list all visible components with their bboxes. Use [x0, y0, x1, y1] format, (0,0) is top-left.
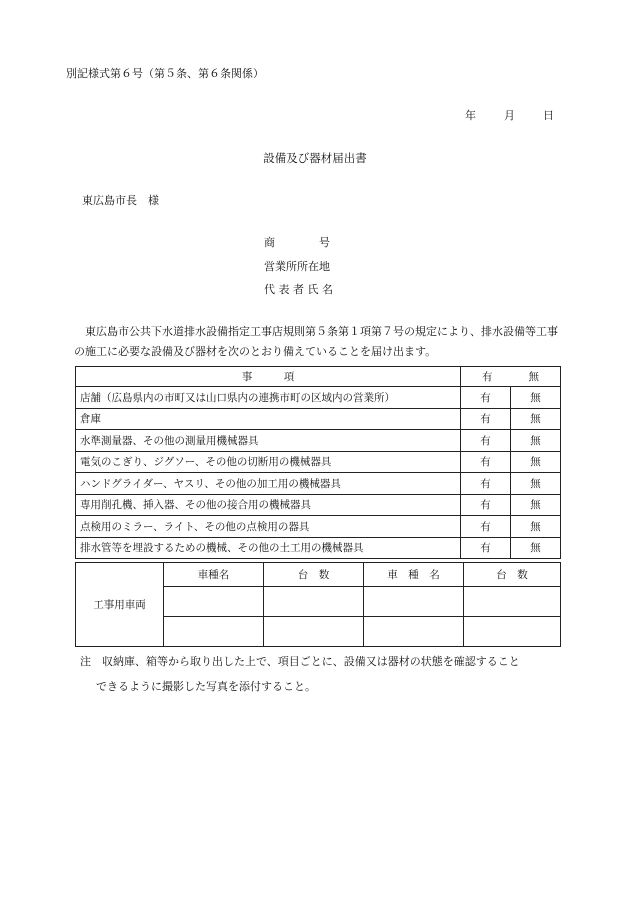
- vehicle-table: [75, 562, 561, 647]
- row-yes[interactable]: 有: [461, 408, 511, 430]
- equipment-table: [75, 366, 561, 559]
- row-yes[interactable]: 有: [461, 516, 511, 538]
- header-no: 無: [528, 371, 539, 383]
- row-item: 点検用のミラー、ライト、その他の点検用の器具: [76, 516, 461, 538]
- row-no[interactable]: 無: [511, 473, 561, 495]
- date-month: 月: [504, 109, 515, 122]
- equipment-table-header: [76, 367, 561, 387]
- addressee: 東広島市長 様: [82, 194, 159, 207]
- vehicle-type-input[interactable]: [164, 617, 264, 647]
- row-yes[interactable]: 有: [461, 451, 511, 473]
- row-no[interactable]: 無: [511, 516, 561, 538]
- vehicle-table-header: [76, 563, 561, 587]
- vehicle-type-input[interactable]: [364, 587, 464, 617]
- row-item: 電気のこぎり、ジグソー、その他の切断用の機械器具: [76, 451, 461, 473]
- body-paragraph: 東広島市公共下水道排水設備指定工事店規則第５条第１項第７号の規定により、排水設備等工事の施工に必要な設備及び器材を次のとおり備えていることを届け出ます。: [74, 325, 558, 358]
- date-line: [465, 109, 554, 123]
- date-day: 日: [543, 109, 554, 122]
- table-row: [76, 430, 561, 452]
- table-row: [76, 408, 561, 430]
- row-item: ハンドグライダー、ヤスリ、その他の加工用の機械器具: [76, 473, 461, 495]
- vehicle-count-input[interactable]: [464, 617, 561, 647]
- vehicle-count-input[interactable]: [464, 587, 561, 617]
- row-no[interactable]: 無: [511, 537, 561, 559]
- vehicle-count-input[interactable]: [264, 587, 364, 617]
- header-yes: 有: [482, 371, 493, 383]
- sender-representative-label: 代 表 者 氏 名: [264, 283, 333, 296]
- date-year: 年: [465, 109, 476, 122]
- vehicle-type-input[interactable]: [164, 587, 264, 617]
- document-title: 設備及び器材届出書: [263, 151, 367, 165]
- table-row: [76, 473, 561, 495]
- table-row: [76, 451, 561, 473]
- row-yes[interactable]: 有: [461, 494, 511, 516]
- vehicle-count-header-1: 台 数: [264, 563, 364, 587]
- vehicle-label: 工事用車両: [76, 563, 164, 647]
- row-no[interactable]: 無: [511, 494, 561, 516]
- table-row: [76, 387, 561, 409]
- sender-office-address-label: 営業所所在地: [264, 260, 330, 273]
- note-line-1: 注 収納庫、箱等から取り出した上で、項目ごとに、設備又は器材の状態を確認すること: [80, 655, 520, 668]
- table-row: [76, 494, 561, 516]
- table-row: [76, 537, 561, 559]
- header-item: 事 項: [76, 367, 461, 387]
- note-line-2: できるように撮影した写真を添付すること。: [96, 680, 316, 693]
- row-no[interactable]: 無: [511, 387, 561, 409]
- table-row: [76, 516, 561, 538]
- vehicle-count-header-2: 台 数: [464, 563, 561, 587]
- row-item: 水準測量器、その他の測量用機械器具: [76, 430, 461, 452]
- row-yes[interactable]: 有: [461, 430, 511, 452]
- vehicle-count-input[interactable]: [264, 617, 364, 647]
- row-item: 倉庫: [76, 408, 461, 430]
- row-item: 排水管等を埋設するための機械、その他の土工用の機械器具: [76, 537, 461, 559]
- row-yes[interactable]: 有: [461, 473, 511, 495]
- row-item: 店舗（広島県内の市町又は山口県内の連携市町の区域内の営業所）: [76, 387, 461, 409]
- sender-trade-name-label: 商 号: [264, 236, 330, 249]
- row-no[interactable]: 無: [511, 408, 561, 430]
- header-yes-no: [461, 367, 561, 387]
- row-item: 専用削孔機、挿入器、その他の接合用の機械器具: [76, 494, 461, 516]
- row-yes[interactable]: 有: [461, 387, 511, 409]
- row-no[interactable]: 無: [511, 430, 561, 452]
- vehicle-type-header-2: 車 種 名: [364, 563, 464, 587]
- row-no[interactable]: 無: [511, 451, 561, 473]
- vehicle-type-header-1: 車種名: [164, 563, 264, 587]
- vehicle-type-input[interactable]: [364, 617, 464, 647]
- form-number: 別記様式第６号（第５条、第６条関係）: [66, 67, 264, 80]
- row-yes[interactable]: 有: [461, 537, 511, 559]
